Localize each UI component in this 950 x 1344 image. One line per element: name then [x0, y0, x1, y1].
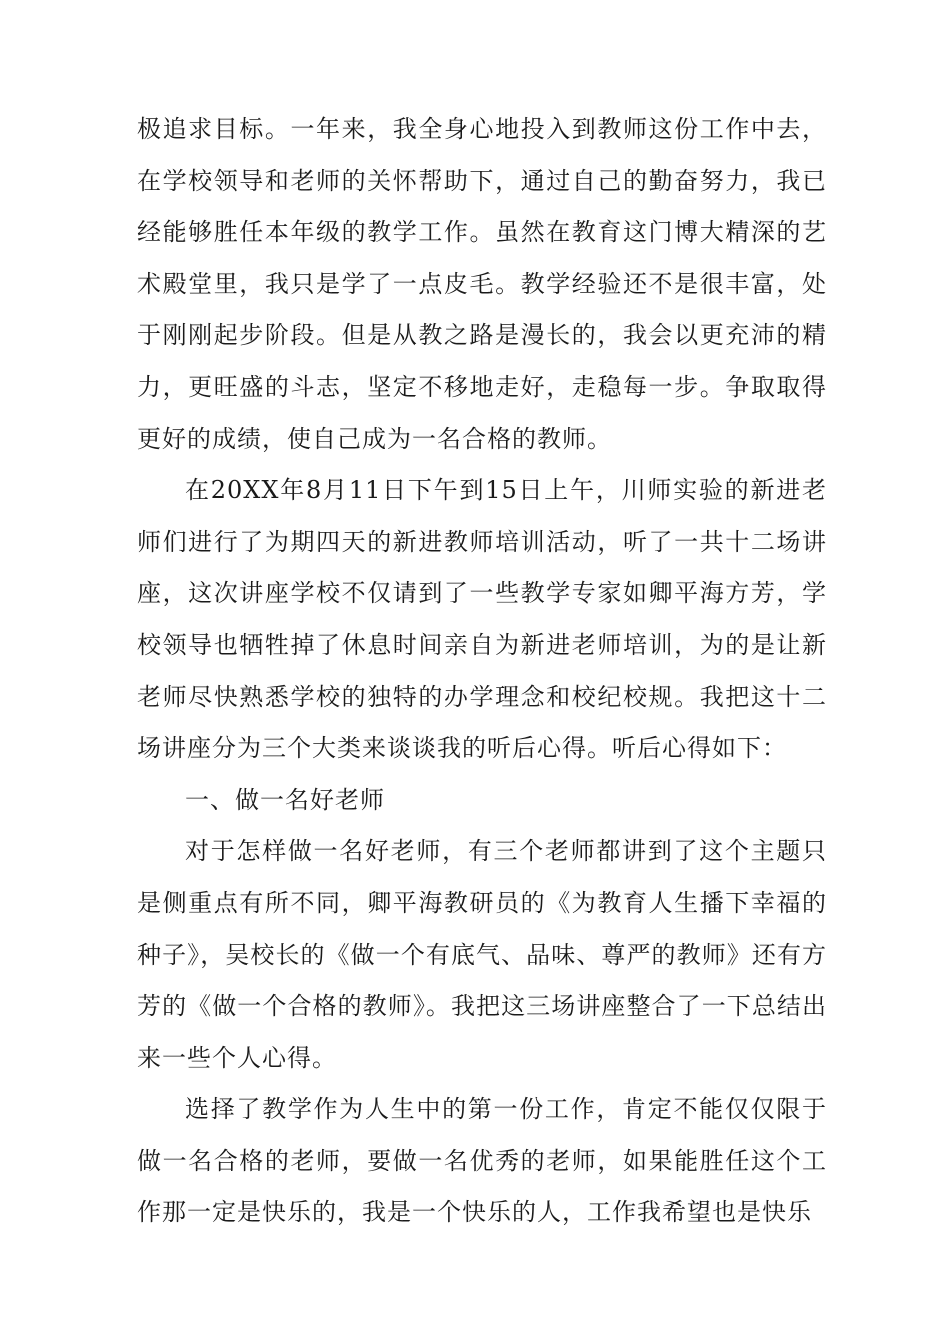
paragraph-first-job: 选择了教学作为人生中的第一份工作，肯定不能仅仅限于做一名合格的老师，要做一名优秀的老师，如果能胜任这个工作那一定是快乐的，我是一个快乐的人，工作我希望也是快乐	[137, 1095, 827, 1227]
paragraph-training-intro: 在20XX年8月11日下午到15日上午，川师实验的新进老师们进行了为期四天的新进教师培训活动，听了一共十二场讲座，这次讲座学校不仅请到了一些教学专家如卿平海方芳，学校领导也牺牲掉了休息时间亲自为新进老师培训，为的是让新老师尽快熟悉学校的独特的办学理念和校纪校规。我把这十二场讲座分为三个大类来谈谈我的听后心得。听后心得如下：	[137, 476, 827, 763]
document-body	[137, 104, 827, 1239]
paragraph-good-teacher: 对于怎样做一名好老师，有三个老师都讲到了这个主题只是侧重点有所不同，卿平海教研员的《为教育人生播下幸福的种子》，吴校长的《做一个有底气、品味、尊严的教师》还有方芳的《做一个合格的教师》。我把这三场讲座整合了一下总结出来一些个人心得。	[137, 837, 827, 1072]
paragraph-continuation: 极追求目标。一年来，我全身心地投入到教师这份工作中去，在学校领导和老师的关怀帮助下，通过自己的勤奋努力，我已经能够胜任本年级的教学工作。虽然在教育这门博大精深的艺术殿堂里，我只是学了一点皮毛。教学经验还不是很丰富，处于刚刚起步阶段。但是从教之路是漫长的，我会以更充沛的精力，更旺盛的斗志，坚定不移地走好，走稳每一步。争取取得更好的成绩，使自己成为一名合格的教师。	[137, 115, 827, 453]
section-heading-good-teacher: 一、做一名好老师	[185, 785, 385, 814]
